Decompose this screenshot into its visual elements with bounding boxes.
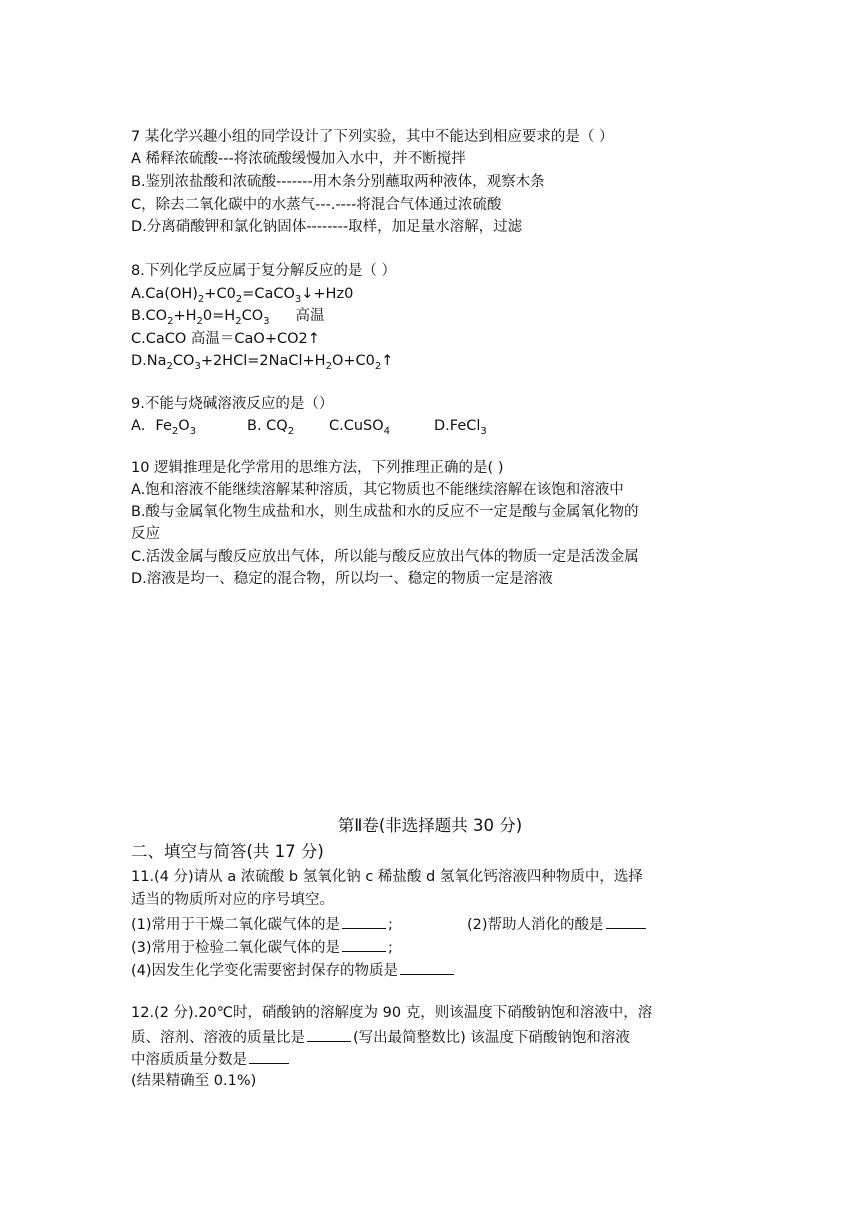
- part2-title: 第Ⅱ卷(非选择题共 30 分): [337, 816, 523, 835]
- q8-option-b: $B.CO_2+H_20=H_2CO_3$ 高温: [131, 308, 325, 327]
- q8-option-a: $A.Ca(OH)_2+C0_2=CaCO_3↓+Hz0$: [131, 286, 354, 305]
- q12-line2: 质、溶剂、溶液的质量比是 (写出最简整数比) 该温度下硝酸钠饱和溶液: [131, 1025, 740, 1049]
- q12-blank-2[interactable]: [249, 1047, 289, 1064]
- q9-option-a: A．$Fe_2O_3$: [131, 418, 197, 437]
- q11-blank-1[interactable]: [342, 912, 386, 929]
- q7-stem: 7 某化学兴趣小组的同学设计了下列实验，其中不能达到相应要求的是（ ）: [131, 129, 614, 145]
- q10-stem: 10 逻辑推理是化学常用的思维方法，下列推理正确的是( ): [131, 460, 504, 476]
- q12-line1: 12.(2 分).20℃时，硝酸钠的溶解度为 90 克，则该温度下硝酸钠饱和溶液中，溶: [131, 1005, 653, 1021]
- q11-part4: (4)因发生化学变化需要密封保存的物质是: [131, 958, 740, 982]
- q11-blank-2[interactable]: [606, 912, 646, 929]
- q8-high-temp-note: 高温: [295, 308, 325, 324]
- q9-stem: 9.不能与烧碱溶液反应的是（）: [131, 396, 334, 412]
- q12-line4: (结果精确至 0.1%): [131, 1073, 257, 1089]
- q11-blank-3[interactable]: [342, 935, 386, 952]
- q7-option-b: B.鉴别浓盐酸和浓硫酸-------用木条分别蘸取两种液体，观察木条: [131, 174, 545, 190]
- q12-line3: 中溶质质量分数是: [131, 1047, 740, 1071]
- q12-blank-1[interactable]: [307, 1025, 351, 1042]
- q9-option-d: D.FeCl$_3$: [434, 418, 487, 437]
- q11-part2: (2)帮助人消化的酸是: [467, 912, 648, 936]
- q7-option-a: A 稀释浓硫酸---将浓硫酸缓慢加入水中，并不断搅拌: [131, 151, 466, 167]
- q10-option-b-line1: B.酸与金属氧化物生成盐和水，则生成盐和水的反应不一定是酸与金属氧化物的: [131, 504, 639, 520]
- q7-option-c: C，除去二氧化碳中的水蒸气---.----将混合气体通过浓硫酸: [131, 197, 502, 213]
- q11-line1: 11.(4 分)请从 a 浓硫酸 b 氢氧化钠 c 稀盐酸 d 氢氧化钙溶液四种物质中，选择: [131, 869, 643, 885]
- q8-option-c: C.CaCO 高温＝CaO+CO2↑: [131, 331, 320, 347]
- q11-line2: 适当的物质所对应的序号填空。: [131, 892, 334, 908]
- q9-option-b: B. $CQ_2$: [247, 418, 295, 437]
- q7-option-d: D.分离硝酸钾和氯化钠固体--------取样，加足量水溶解，过滤: [131, 219, 523, 235]
- q11-part1: (1)常用于干燥二氧化碳气体的是: [131, 917, 341, 933]
- q10-option-c: C.活泼金属与酸反应放出气体，所以能与酸反应放出气体的物质一定是活泼金属: [131, 549, 639, 565]
- q10-option-b-line2: 反应: [131, 526, 160, 542]
- q11-part1-2: (1)常用于干燥二氧化碳气体的是 ; (2)帮助人消化的酸是: [131, 912, 740, 936]
- q11-blank-4[interactable]: [400, 958, 454, 975]
- q11-part3: (3)常用于检验二氧化碳气体的是 ;: [131, 935, 740, 959]
- q10-option-a: A.饱和溶液不能继续溶解某种溶质，其它物质也不能继续溶解在该饱和溶液中: [131, 482, 624, 498]
- q10-option-d: D.溶液是均一、稳定的混合物，所以均一、稳定的物质一定是溶液: [131, 571, 553, 587]
- q8-stem: 8.下列化学反应属于复分解反应的是（ ）: [131, 263, 396, 279]
- section-heading: 二、填空与简答(共 17 分): [131, 842, 324, 861]
- q8-option-d: $D.Na_2CO_3+2HCl=2NaCl+H_2O+C0_2↑$: [131, 353, 394, 372]
- q9-option-c: C.CuSO$_4$: [329, 418, 391, 437]
